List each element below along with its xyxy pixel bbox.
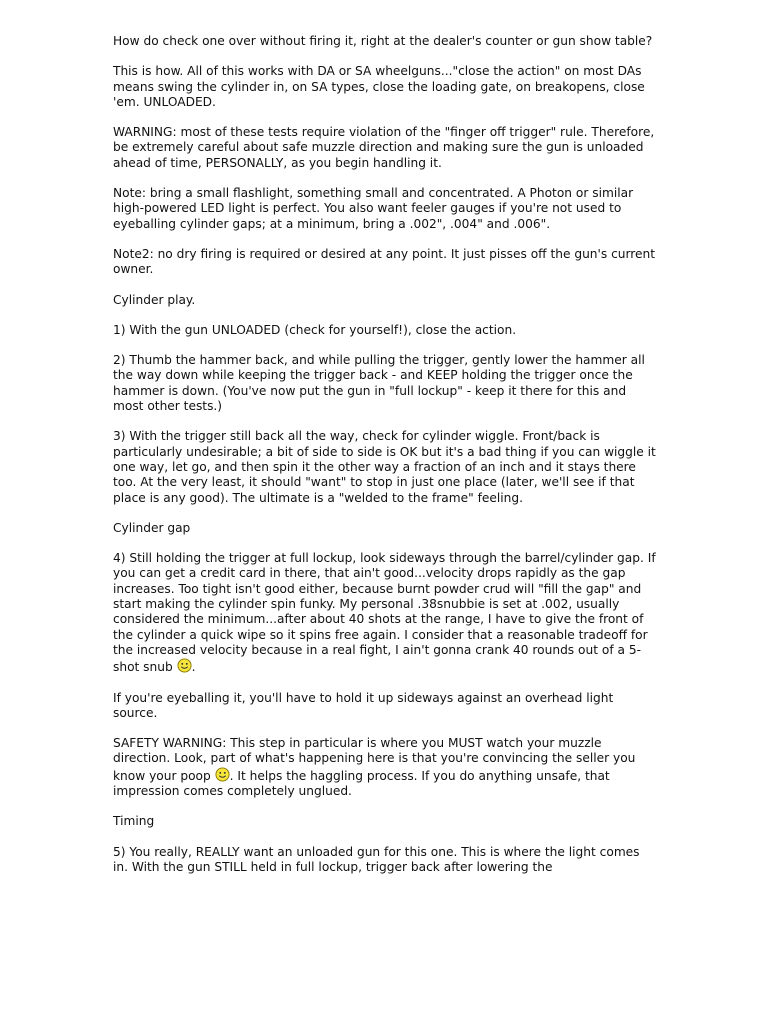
heading-timing: Timing [113,814,155,829]
paragraph-warning: WARNING: most of these tests require violation of the "finger off trigger" rule. Therefore, be extremely careful about safe muzzle direction and making sure the gun is unloaded ahead of time, PERSONALLY, as you begin handling it. [113,125,655,170]
paragraph-step-1: 1) With the gun UNLOADED (check for yourself!), close the action. [113,322,517,337]
step-4-text: 4) Still holding the trigger at full lockup, look sideways through the barrel/cylinder gap. If you can get a credit card in there, that ain't good...velocity drops rapidly as the gap increases. Too tight isn't good either, because burnt powder crud will "fill the gap" and start making the cylinder spin funky. My personal .38snubbie is set at .002, usually considered the minimum...after about 40 shots at the range, I have to give the front of the cylinder a quick wipe so it spins free again. I consider that a reasonable tradeoff for the increased velocity because in a real fight, I ain't gonna crank 40 rounds out of a 5-shot snub [113,551,656,675]
heading-cylinder-gap: Cylinder gap [113,520,191,535]
heading-cylinder-play: Cylinder play. [113,292,196,307]
paragraph-step-2: 2) Thumb the hammer back, and while pulling the trigger, gently lower the hammer all the way down while keeping the trigger back - and KEEP holding the trigger once the hammer is down. (You've now put the gun in "full lockup" - keep it there for this and most other tests.) [113,353,645,414]
paragraph-step-3: 3) With the trigger still back all the way, check for cylinder wiggle. Front/back is particularly undesirable; a bit of side to side is OK but it's a bad thing if you can wiggle it one way, let go, and then spin it the other way a fraction of an inch and it stays there too. At the very least, it should "want" to stop in just one place (later, we'll see if that place is any good). The ultimate is a "welded to the frame" feeling. [113,429,656,505]
paragraph-note: Note: bring a small flashlight, something small and concentrated. A Photon or similar high-powered LED light is perfect. You also want feeler gauges if you're not used to eyeballing cylinder gaps; at a minimum, bring a .002", .004" and .006". [113,186,634,231]
document-page [113,34,658,890]
safety-warning-text-b: . It helps the haggling process. If you do anything unsafe, that impression comes completely unglued. [113,768,610,798]
smiley-icon [215,767,230,782]
smiley-icon [177,658,192,673]
paragraph-step-4 [113,551,658,675]
paragraph-note2: Note2: no dry firing is required or desired at any point. It just pisses off the gun's current owner. [113,246,656,277]
paragraph-safety-warning [113,736,658,799]
paragraph-eyeballing: If you're eyeballing it, you'll have to hold it up sideways against an overhead light source. [113,690,614,720]
paragraph-step-5: 5) You really, REALLY want an unloaded gun for this one. This is where the light comes in. With the gun STILL held in full lockup, trigger back after lowering the [113,844,640,874]
step-4-end: . [191,660,196,675]
paragraph-intro-question: How do check one over without firing it, right at the dealer's counter or gun show table? [113,34,653,48]
paragraph-how: This is how. All of this works with DA or SA wheelguns..."close the action" on most DAs means swing the cylinder in, on SA types, close the loading gate, on breakopens, close 'em. UNLOADED. [113,64,645,109]
safety-warning-text-a: SAFETY WARNING: This step in particular is where you MUST watch your muzzle direction. Look, part of what's happening here is that you're convincing the seller you know your poop [113,736,636,783]
